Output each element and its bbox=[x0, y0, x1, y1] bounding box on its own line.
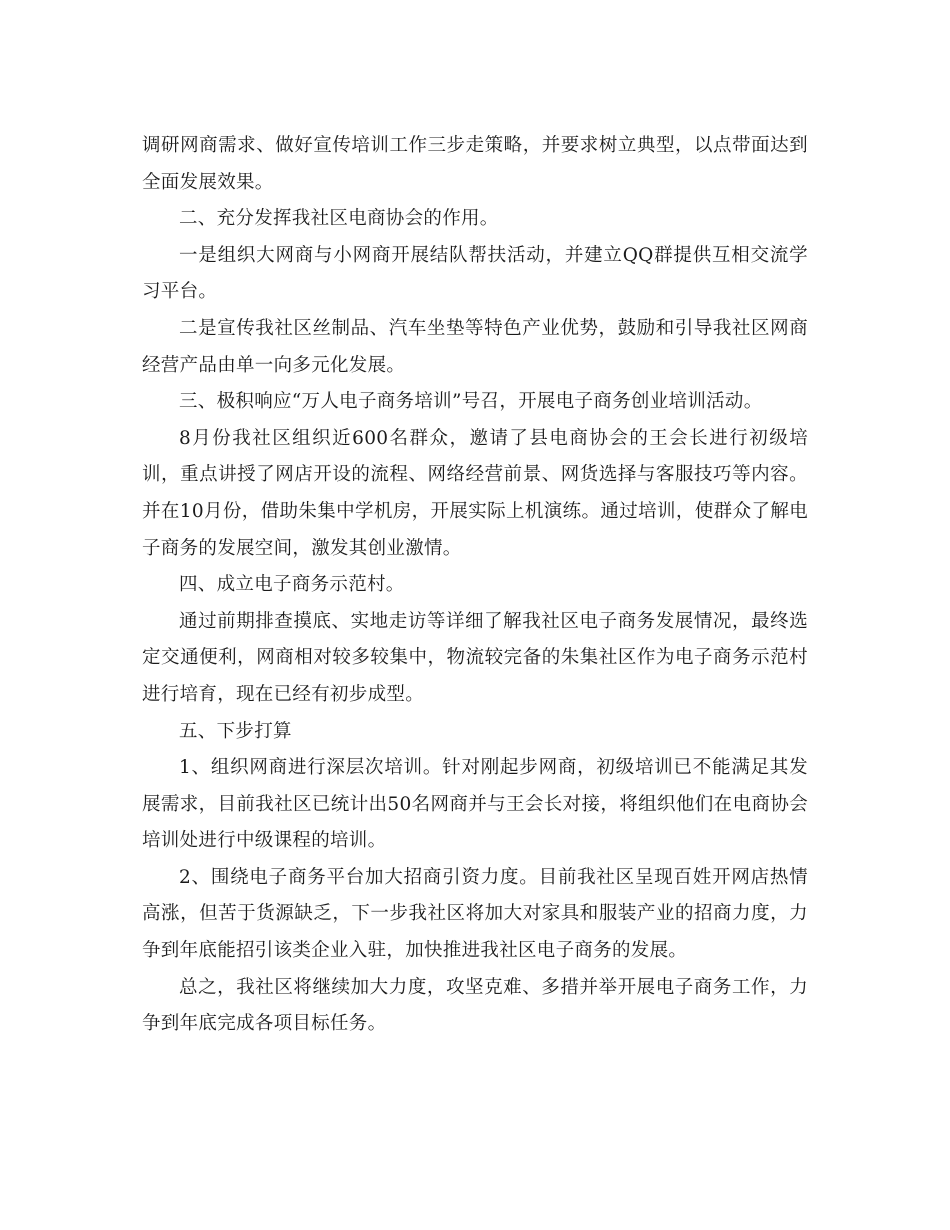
paragraph: 一是组织大网商与小网商开展结队帮扶活动，并建立QQ群提供互相交流学习平台。 bbox=[142, 244, 808, 303]
paragraph-conclusion: 总之，我社区将继续加大力度，攻坚克难、多措并举开展电子商务工作，力争到年底完成各项目标任务。 bbox=[142, 976, 808, 1035]
paragraph: 1、组织网商进行深层次培训。针对刚起步网商，初级培训已不能满足其发展需求，目前我社区已统计出50名网商并与王会长对接，将组织他们在电商协会培训处进行中级课程的培训。 bbox=[142, 757, 808, 852]
section-heading-5: 五、下步打算 bbox=[179, 720, 292, 742]
paragraph: 2、围绕电子商务平台加大招商引资力度。目前我社区呈现百姓开网店热情高涨，但苦于货源缺乏，下一步我社区将加大对家具和服装产业的招商力度，力争到年底能招引该类企业入驻，加快推进我社区电子商务的发展。 bbox=[142, 866, 808, 962]
paragraph: 通过前期排查摸底、实地走访等详细了解我社区电子商务发展情况，最终选定交通便利，网商相对较多较集中，物流较完备的朱集社区作为电子商务示范村进行培育，现在已经有初步成型。 bbox=[142, 610, 808, 705]
paragraph-continuation: 调研网商需求、做好宣传培训工作三步走策略，并要求树立典型，以点带面达到全面发展效果。 bbox=[142, 135, 808, 193]
paragraph: 二是宣传我社区丝制品、汽车坐垫等特色产业优势，鼓励和引导我社区网商经营产品由单一向多元化发展。 bbox=[142, 317, 808, 376]
section-heading-3: 三、极积响应“万人电子商务培训”号召，开展电子商务创业培训活动。 bbox=[179, 391, 763, 413]
document-body bbox=[142, 128, 808, 1043]
section-heading-4: 四、成立电子商务示范村。 bbox=[179, 574, 405, 596]
section-heading-2: 二、充分发挥我社区电商协会的作用。 bbox=[179, 208, 499, 230]
paragraph: 8月份我社区组织近600名群众，邀请了县电商协会的王会长进行初级培训，重点讲授了网店开设的流程、网络经营前景、网货选择与客服技巧等内容。并在10月份，借助朱集中学机房，开展实际上机演练。通过培训，使群众了解电子商务的发展空间，激发其创业激情。 bbox=[142, 427, 808, 559]
